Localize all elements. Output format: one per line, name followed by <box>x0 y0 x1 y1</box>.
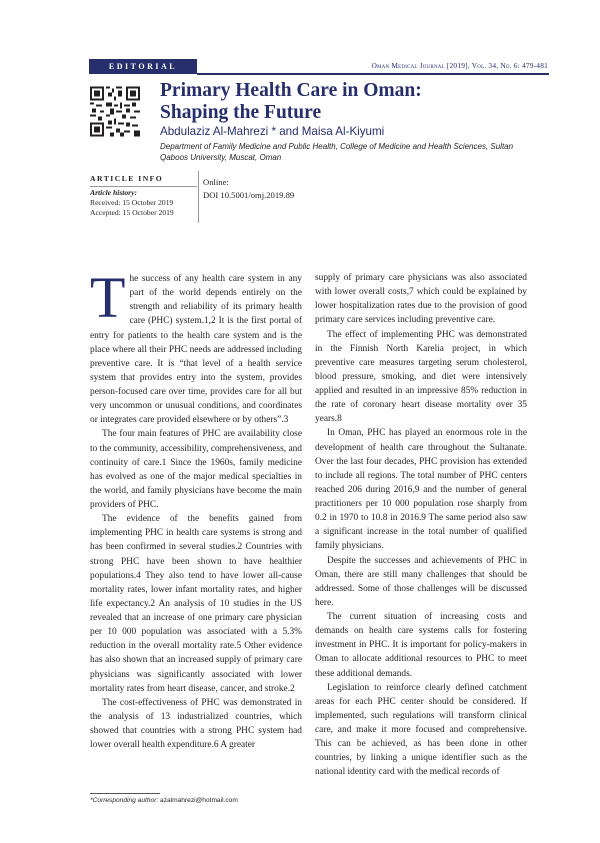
accepted-date: Accepted: 15 October 2019 <box>90 208 174 217</box>
article-title: Primary Health Care in Oman: Shaping the Future <box>160 80 422 123</box>
author-affiliation: Department of Family Medicine and Public Health, College of Medicine and Health Sciences, Sultan Qaboos University, Muscat, Oman <box>160 142 514 162</box>
online-info <box>203 176 294 202</box>
paragraph: The evidence of the benefits gained from implementing PHC in health care systems is strong and has been confirmed in several studies.2 Countries with strong PHC have been shown to have healthier populations.4 They also tend to have lower all-cause mortality rates, lower infant mortality rates, and higher life expectancy.2 An analysis of 10 studies in the US revealed that an increase of one primary care physician per 10 000 population was associated with a 5.3% reduction in the overall mortality rate.5 Other evidence has also shown that an increased supply of primary care physicians was significantly associated with lower mortality rates from heart disease, cancer, and stroke.2 <box>90 514 302 694</box>
paragraph: The effect of implementing PHC was demonstrated in the Finnish North Karelia project, in which preventive care measures targeting serum cholesterol, blood pressure, smoking, and diet were intensively applied and resulted in an impressive 85% reduction in the rate of coronary heart disease mortality over 35 years.8 <box>315 329 527 425</box>
info-vertical-divider <box>198 171 199 223</box>
author-email[interactable]: azalmahrezi@hotmail.com <box>160 797 238 804</box>
body-column-left <box>90 265 302 752</box>
corresponding-author-footnote <box>90 797 238 804</box>
paragraph: Legislation to reinforce clearly defined catchment areas for each PHC center should be considered. If implemented, such regulations will transform clinical care, and make it more focused and comprehensive. This can be achieved, as has been done in other countries, by linking a unique identifier such as the national identity card with the medical records of <box>315 682 527 778</box>
drop-cap: T <box>90 265 126 330</box>
footnote-rule <box>90 793 160 794</box>
paragraph: The four main features of PHC are availability close to the community, accessibility, comprehensiveness, and continuity of care.1 Since the 1960s, family medicine has evolved as one of the major medical specialties in the world, and family physicians have become the main providers of PHC. <box>90 429 302 510</box>
qr-code-icon <box>90 83 140 140</box>
paragraph: The cost-effectiveness of PHC was demonstrated in the analysis of 13 industrialized countries, which showed that countries with a strong PHC system had lower overall health expenditure.6 A greater <box>90 697 302 751</box>
section-tag: EDITORIAL <box>89 59 197 74</box>
received-date: Received: 15 October 2019 <box>90 198 174 207</box>
paragraph: Despite the successes and achievements of PHC in Oman, there are still many challenges that should be addressed. Some of those challenges will be discussed here. <box>315 555 527 608</box>
paragraph: In Oman, PHC has played an enormous role in the development of health care throughout the Sultanate. Over the last four decades, PHC provision has extended to include all regions. The total number of PHC centers reached 206 during 2016,9 and the number of general practitioners per 10 000 population rose sharply from 0.2 in 1970 to 10.8 in 2016.9 The same period also saw a significant increase in the total number of qualified family physicians. <box>315 428 527 552</box>
paragraph: The success of any health care system in any part of the world depends entirely on the strength and reliability of its primary health care (PHC) system.1,2 It is the first portal of entry for patients to the health care system and is the place where all their PHC needs are addressed including preventive care. It is “that level of a health service system that provides entry into the system, provides person-focused care over time, provides care for all but very uncommon or unusual conditions, and coordinates or integrates care provided elsewhere or by others”.3 <box>90 265 302 426</box>
article-info-heading: ARTICLE INFO <box>90 174 164 183</box>
doi[interactable]: DOI 10.5001/omj.2019.89 <box>203 190 295 200</box>
header-rule <box>197 73 549 75</box>
body-column-right <box>315 271 527 780</box>
article-history-label: Article history: <box>90 188 138 197</box>
footnote-label: *Corresponding author: <box>90 797 159 804</box>
article-authors: Abdulaziz Al-Mahrezi * and Maisa Al-Kiyumi <box>160 125 385 138</box>
online-label: Online: <box>203 177 229 187</box>
paragraph: The current situation of increasing costs and demands on health care systems calls for fostering investment in PHC. It is important for policy-makers in Oman to allocate additional resources to PHC to meet these additional demands. <box>315 612 527 679</box>
info-divider <box>90 186 197 187</box>
journal-citation: Oman Medical Journal [2019], Vol. 34, No. 6: 479-481 <box>371 61 548 70</box>
paragraph: supply of primary care physicians was also associated with lower overall costs,7 which could be explained by lower hospitalization rates due to the provision of good primary care services including preventive care. <box>315 273 527 326</box>
